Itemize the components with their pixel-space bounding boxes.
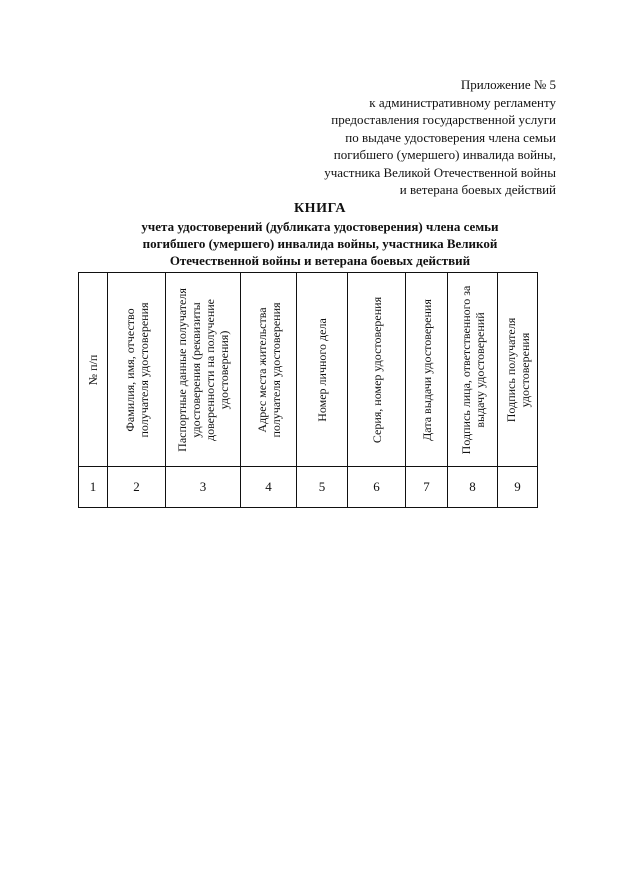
column-number-cell: 6 xyxy=(348,467,406,508)
appendix-line: Приложение № 5 xyxy=(460,77,556,92)
appendix-line: и ветерана боевых действий xyxy=(399,182,556,197)
column-number-cell: 3 xyxy=(166,467,241,508)
header-cell-number xyxy=(79,273,108,467)
header-cell-case-number xyxy=(297,273,348,467)
appendix-line: участника Великой Отечественной войны xyxy=(324,164,556,180)
header-label: Дата выдачи удостоверения xyxy=(419,298,434,441)
header-label: Фамилия, имя, отчество получателя удостоверения xyxy=(122,301,151,438)
header-label: Подпись лица, ответственного за выдачу удостоверений xyxy=(458,285,487,454)
subtitle-line: Отечественной войны и ветерана боевых действий xyxy=(169,253,471,268)
document-subtitle xyxy=(78,218,562,269)
column-number-cell: 7 xyxy=(406,467,448,508)
subtitle-line: погибшего (умершего) инвалида войны, участника Великой xyxy=(142,236,498,251)
appendix-line: погибшего (умершего) инвалида войны, xyxy=(333,147,556,162)
column-number-cell: 9 xyxy=(498,467,538,508)
header-cell-passport xyxy=(166,273,241,467)
header-cell-recipient-signature xyxy=(498,273,538,467)
appendix-header xyxy=(226,76,556,199)
column-number-cell: 5 xyxy=(297,467,348,508)
column-number-cell: 2 xyxy=(108,467,166,508)
header-cell-series xyxy=(348,273,406,467)
appendix-line: по выдаче удостоверения члена семьи xyxy=(345,129,556,145)
document-title: КНИГА xyxy=(294,201,346,216)
appendix-line: предоставления государственной услуги xyxy=(331,112,556,127)
header-cell-responsible-signature xyxy=(448,273,498,467)
header-label: Паспортные данные получателя удостоверения (реквизиты доверенности на получение удостоверения) xyxy=(175,287,231,452)
document-title-block xyxy=(78,200,562,269)
header-label: Серия, номер удостоверения xyxy=(369,296,384,443)
column-number-cell: 1 xyxy=(79,467,108,508)
table-row xyxy=(79,467,538,508)
header-cell-full-name xyxy=(108,273,166,467)
column-number-cell: 8 xyxy=(448,467,498,508)
header-label: Адрес места жительства получателя удостоверения xyxy=(254,301,283,438)
header-label: № п/п xyxy=(86,354,100,385)
header-label: Подпись получателя удостоверения xyxy=(503,317,532,422)
header-label: Номер личного дела xyxy=(315,317,329,422)
table-header-row xyxy=(79,273,538,467)
column-number-cell: 4 xyxy=(241,467,297,508)
subtitle-line: учета удостоверений (дубликата удостоверения) члена семьи xyxy=(141,219,499,234)
appendix-line: к административному регламенту xyxy=(369,94,556,110)
register-table xyxy=(78,272,538,508)
header-cell-address xyxy=(241,273,297,467)
header-cell-issue-date xyxy=(406,273,448,467)
